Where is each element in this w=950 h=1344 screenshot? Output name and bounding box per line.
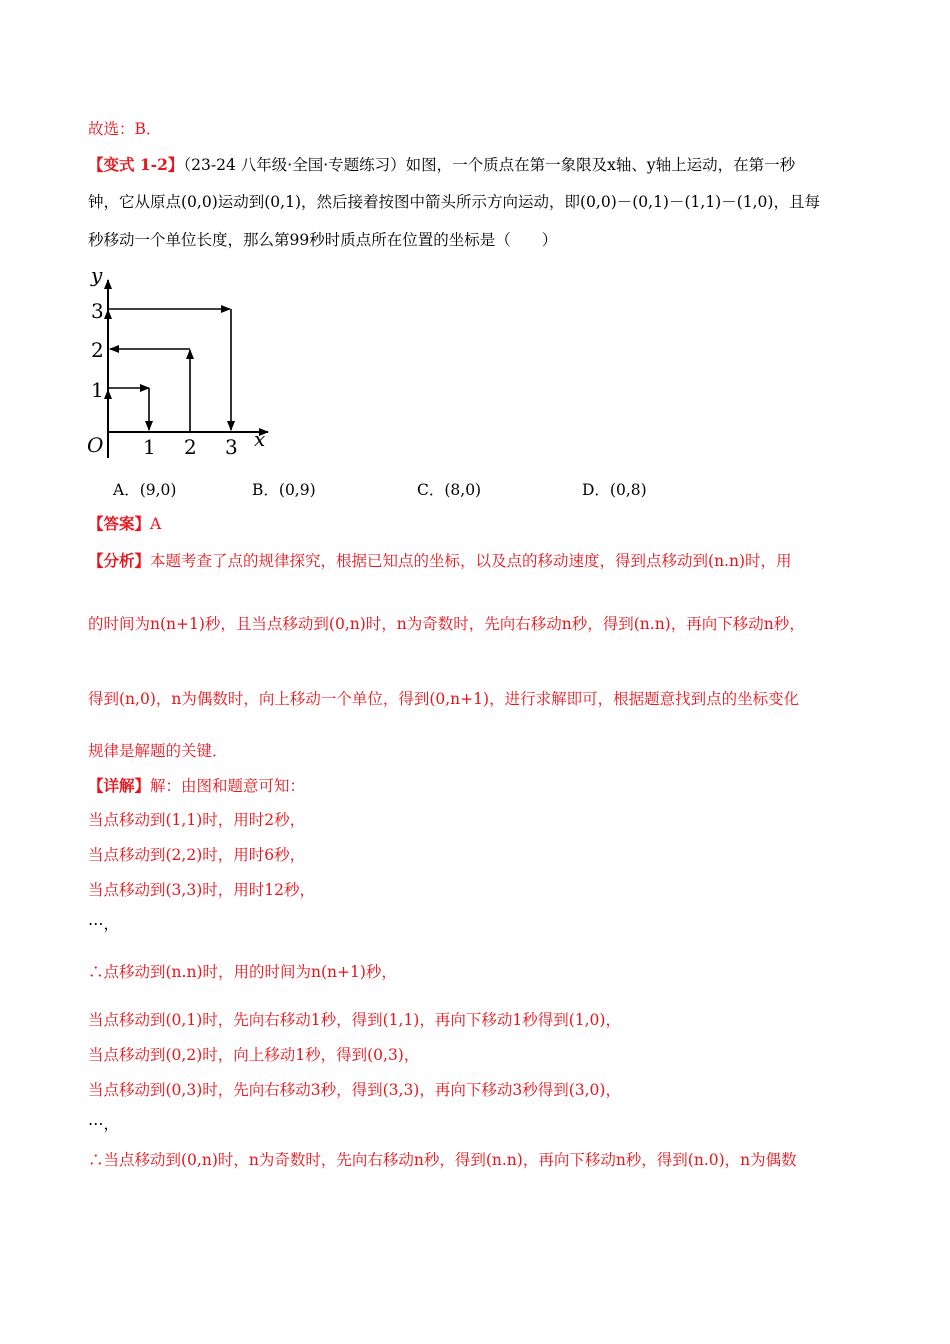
detail-intro: 解：由图和题意可知：	[150, 777, 306, 795]
coordinate-figure	[82, 262, 282, 462]
option-d: D．(0,8)	[582, 481, 647, 499]
y-tick-label: 3	[91, 299, 104, 323]
detail-line: 当点移动到(0,2)时，向上移动1秒，得到(0,3)，	[88, 1046, 420, 1064]
problem-text-1: 如图，一个质点在第一象限及x轴、y轴上运动，在第一秒	[405, 156, 796, 174]
analysis-line-2: 的时间为n(n+1)秒，且当点移动到(0,n)时，n为奇数时，先向右移动n秒，得到(n.n)，再向下移动n秒，	[88, 615, 805, 633]
detail-line: 当点移动到(3,3)时，用时12秒，	[88, 881, 315, 899]
option-b: B．(0,9)	[252, 481, 316, 499]
prev-answer: 故选：B．	[88, 120, 162, 138]
problem-line-2: 钟，它从原点(0,0)运动到(0,1)，然后接着按图中箭头所示方向运动，即(0,0)－(0,1)－(1,1)－(1,0)，且每	[88, 193, 820, 211]
detail-line: 当点移动到(1,1)时，用时2秒，	[88, 811, 306, 829]
x-axis-label: x	[254, 427, 266, 451]
analysis-line-1	[88, 551, 792, 571]
analysis-text-1: 本题考查了点的规律探究，根据已知点的坐标，以及点的移动速度，得到点移动到(n.n)时，用	[150, 552, 792, 570]
answer-tag: 【答案】	[88, 514, 151, 533]
detail-line: 当点移动到(2,2)时，用时6秒，	[88, 846, 306, 864]
detail-line: ∴点移动到(n.n)时，用的时间为n(n+1)秒，	[88, 963, 397, 981]
analysis-line-3: 得到(n,0)，n为偶数时，向上移动一个单位，得到(0,n+1)，进行求解即可，根据题意找到点的坐标变化	[88, 690, 800, 708]
problem-line-1	[88, 155, 795, 175]
option-a: A．(9,0)	[113, 481, 177, 499]
analysis-tag: 【分析】	[88, 551, 151, 570]
x-tick-label: 2	[184, 435, 197, 459]
option-c: C．(8,0)	[417, 481, 482, 499]
answer-value: A	[150, 515, 162, 533]
origin-label: O	[87, 433, 104, 457]
detail-line: 当点移动到(0,1)时，先向右移动1秒，得到(1,1)，再向下移动1秒得到(1,0)，	[88, 1011, 621, 1029]
detail-line: ∴当点移动到(0,n)时，n为奇数时，先向右移动n秒，得到(n.n)，再向下移动n秒，得到(n.0)，n为偶数	[88, 1151, 797, 1169]
x-tick-label: 3	[225, 435, 238, 459]
y-axis-label: y	[91, 263, 103, 287]
answer-line	[88, 514, 161, 534]
problem-line-3: 秒移动一个单位长度，那么第99秒时质点所在位置的坐标是（ ）	[88, 231, 558, 249]
problem-tag: 【变式 1-2】	[88, 155, 184, 174]
detail-line: ⋯，	[88, 1115, 120, 1133]
x-tick-label: 1	[143, 435, 156, 459]
y-tick-label: 2	[91, 338, 104, 362]
detail-line: 当点移动到(0,3)时，先向右移动3秒，得到(3,3)，再向下移动3秒得到(3,0)，	[88, 1081, 621, 1099]
detail-intro-line	[88, 776, 305, 796]
analysis-line-4: 规律是解题的关键．	[88, 742, 228, 760]
y-tick-label: 1	[91, 378, 104, 402]
problem-source: （23-24 八年级·全国·专题练习）	[183, 156, 406, 174]
detail-line: ⋯，	[88, 915, 120, 933]
detail-tag: 【详解】	[88, 776, 151, 795]
